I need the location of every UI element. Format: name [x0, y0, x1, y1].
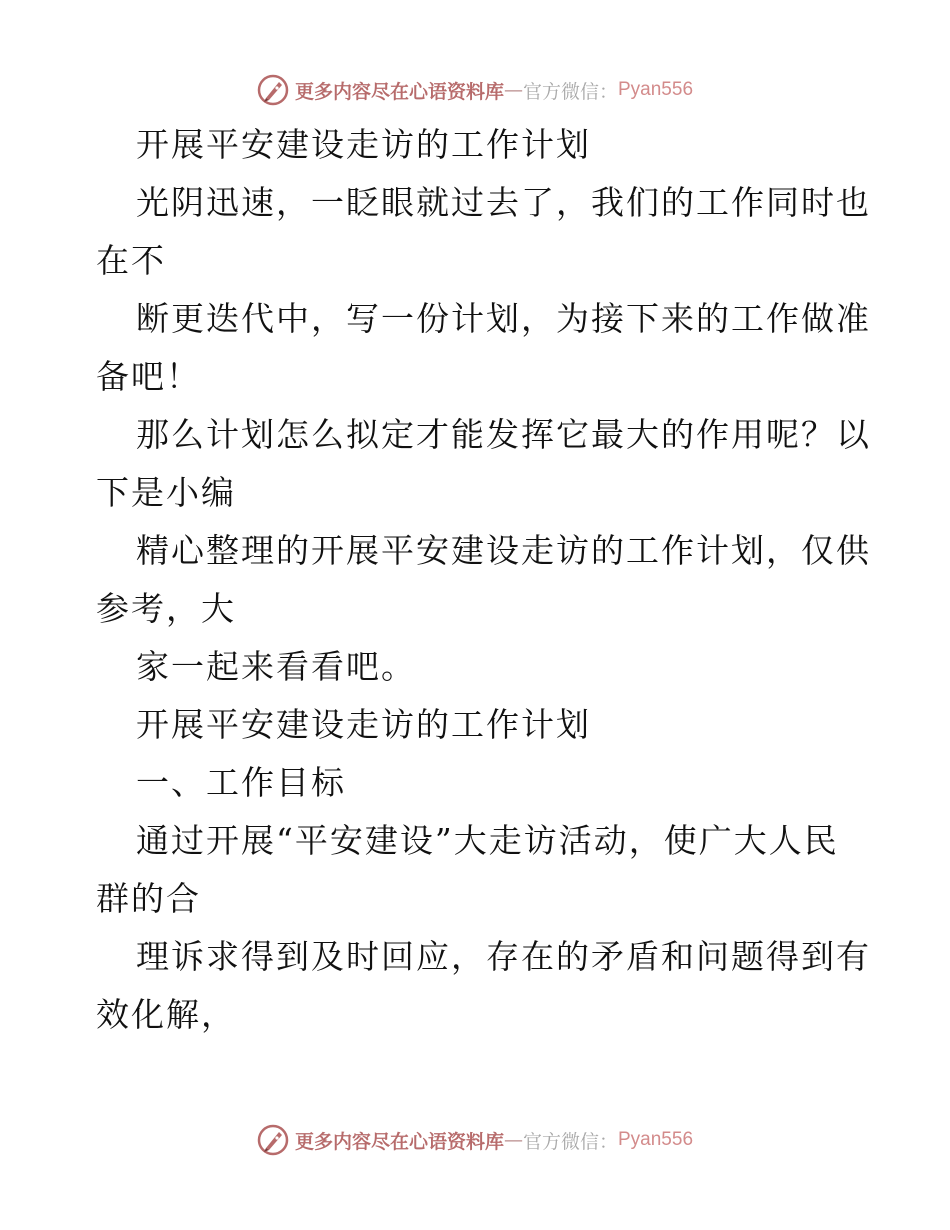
watermark-sub-text: 官方微信：: [522, 80, 618, 103]
quill-pen-logo-icon: [257, 1124, 289, 1156]
paragraph-line: 家一起来看看吧。: [136, 647, 416, 686]
paragraph-line: 在不: [96, 241, 166, 280]
paragraph-line: 精心整理的开展平安建设走访的工作计划，仅供: [136, 531, 871, 570]
watermark-sub-text: 官方微信：: [522, 1130, 618, 1153]
watermark-dash: —: [503, 1129, 523, 1151]
watermark-main-text: 更多内容尽在心语资料库: [294, 1130, 504, 1153]
watermark-wechat-id: Pyan556: [618, 1129, 694, 1150]
watermark-dash: —: [503, 79, 523, 101]
paragraph-line: 群的合: [96, 879, 201, 918]
paragraph-line: 那么计划怎么拟定才能发挥它最大的作用呢？以: [136, 415, 871, 454]
header-watermark: [0, 70, 950, 110]
paragraph-line: 备吧！: [96, 357, 201, 396]
paragraph-line: 下是小编: [96, 473, 236, 512]
paragraph-line: 断更迭代中，写一份计划，为接下来的工作做准: [136, 299, 871, 338]
paragraph-line: 理诉求得到及时回应，存在的矛盾和问题得到有: [136, 937, 871, 976]
paragraph-line: 通过开展“平安建设”大走访活动，使广大人民: [136, 821, 839, 860]
section-heading-line: 一、工作目标: [136, 763, 346, 802]
paragraph-line: 效化解，: [96, 995, 236, 1034]
doc-title-line: 开展平安建设走访的工作计划: [136, 125, 591, 164]
watermark-wechat-id: Pyan556: [618, 79, 694, 100]
quill-pen-logo-icon: [257, 74, 289, 106]
footer-watermark: [0, 1120, 950, 1160]
document-body: [96, 116, 871, 1044]
paragraph-line: 光阴迅速，一眨眼就过去了，我们的工作同时也: [136, 183, 871, 222]
paragraph-line: 参考，大: [96, 589, 236, 628]
watermark-main-text: 更多内容尽在心语资料库: [294, 80, 504, 103]
section-title-line: 开展平安建设走访的工作计划: [136, 705, 591, 744]
